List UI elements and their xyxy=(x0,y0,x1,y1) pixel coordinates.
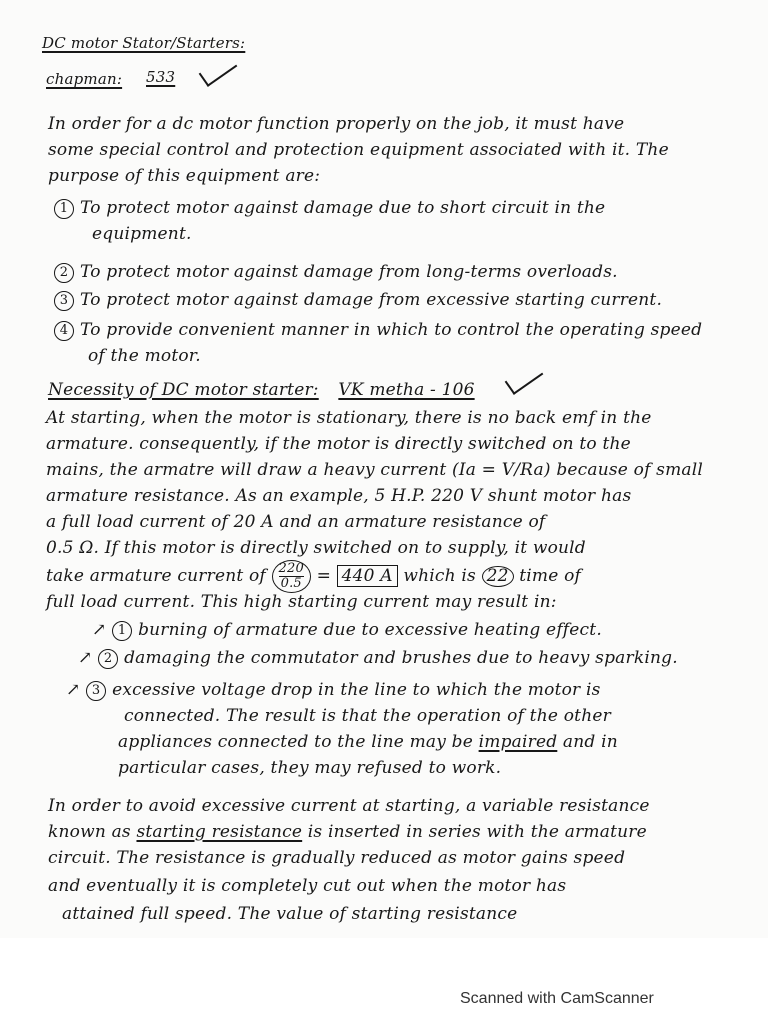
necessity-line-8: full load current. This high starting current may result in: xyxy=(46,592,557,612)
reference-page: 533 xyxy=(146,68,176,86)
necessity-line-4: armature resistance. As an example, 5 H.P. 220 V shunt motor has xyxy=(46,486,632,506)
closing-line-4: and eventually it is completely cut out when the motor has xyxy=(48,876,567,896)
checkmark-icon xyxy=(505,361,544,395)
item-number: 1 xyxy=(112,621,132,641)
effect-item-3: ↗ 3 excessive voltage drop in the line to which the motor is xyxy=(66,680,601,700)
item-number: 4 xyxy=(54,321,74,341)
intro-line-3: purpose of this equipment are: xyxy=(48,166,321,186)
scanner-watermark: Scanned with CamScanner xyxy=(460,990,654,1007)
item-number: 3 xyxy=(54,291,74,311)
intro-line-2: some special control and protection equipment associated with it. The xyxy=(48,140,669,160)
checkmark-icon xyxy=(199,53,238,87)
underlined-word: impaired xyxy=(478,732,558,752)
purpose-item-3: 3 To protect motor against damage from excessive starting current. xyxy=(54,290,662,311)
arrow-icon: ↗ xyxy=(92,620,107,640)
section-reference: VK metha - 106 xyxy=(338,380,475,400)
reference-label: chapman: xyxy=(46,70,123,88)
intro-line-1: In order for a dc motor function properly on the job, it must have xyxy=(48,114,625,134)
fraction: $\frac{220}{0.5}$ xyxy=(272,560,311,593)
item-number: 2 xyxy=(98,649,118,669)
section-heading: Necessity of DC motor starter: xyxy=(48,380,319,400)
necessity-line-1: At starting, when the motor is stationary, there is no back emf in the xyxy=(46,408,652,428)
result-box: 440 A xyxy=(337,565,398,587)
purpose-item-4: 4 To provide convenient manner in which to control the operating speed xyxy=(54,320,702,341)
page-title: DC motor Stator/Starters: xyxy=(42,34,246,52)
formula: (Ia = V/Ra) xyxy=(452,460,551,480)
effect-item-3-line-2: connected. The result is that the operation of the other xyxy=(124,706,611,726)
effect-item-3-line-3: appliances connected to the line may be impaired and in xyxy=(118,732,618,752)
necessity-line-6: 0.5 Ω. If this motor is directly switched on to supply, it would xyxy=(46,538,586,558)
necessity-line-7: take armature current of $\frac{220}{0.5} = 440$ A which is 22 time of xyxy=(46,561,581,591)
closing-line-2: known as starting resistance is inserted in series with the armature xyxy=(48,822,647,842)
arrow-icon: ↗ xyxy=(66,680,81,700)
necessity-line-5: a full load current of 20 A and an armature resistance of xyxy=(46,512,546,532)
closing-line-3: circuit. The resistance is gradually reduced as motor gains speed xyxy=(48,848,626,868)
multiple-circle: 22 xyxy=(482,566,514,587)
effect-item-2: ↗ 2 damaging the commutator and brushes due to heavy sparking. xyxy=(78,648,678,668)
purpose-item-1: 1 To protect motor against damage due to short circuit in the xyxy=(54,198,605,219)
purpose-item-1-cont: equipment. xyxy=(92,224,192,244)
arrow-icon: ↗ xyxy=(78,648,93,668)
item-number: 1 xyxy=(54,199,74,219)
effect-item-3-line-4: particular cases, they may refused to work. xyxy=(118,758,502,778)
purpose-item-2: 2 To protect motor against damage from long-terms overloads. xyxy=(54,262,618,283)
closing-line-1: In order to avoid excessive current at starting, a variable resistance xyxy=(48,796,650,816)
closing-line-5: attained full speed. The value of starting resistance xyxy=(62,904,518,924)
necessity-heading-row xyxy=(48,380,475,400)
item-number: 3 xyxy=(86,681,106,701)
necessity-line-3: mains, the armatre will draw a heavy current (Ia = V/Ra) because of small xyxy=(46,460,704,480)
underlined-term: starting resistance xyxy=(136,822,303,842)
effect-item-1: ↗ 1 burning of armature due to excessive heating effect. xyxy=(92,620,602,640)
item-number: 2 xyxy=(54,263,74,283)
purpose-item-4-cont: of the motor. xyxy=(88,346,201,366)
necessity-line-2: armature. consequently, if the motor is directly switched on to the xyxy=(46,434,631,454)
